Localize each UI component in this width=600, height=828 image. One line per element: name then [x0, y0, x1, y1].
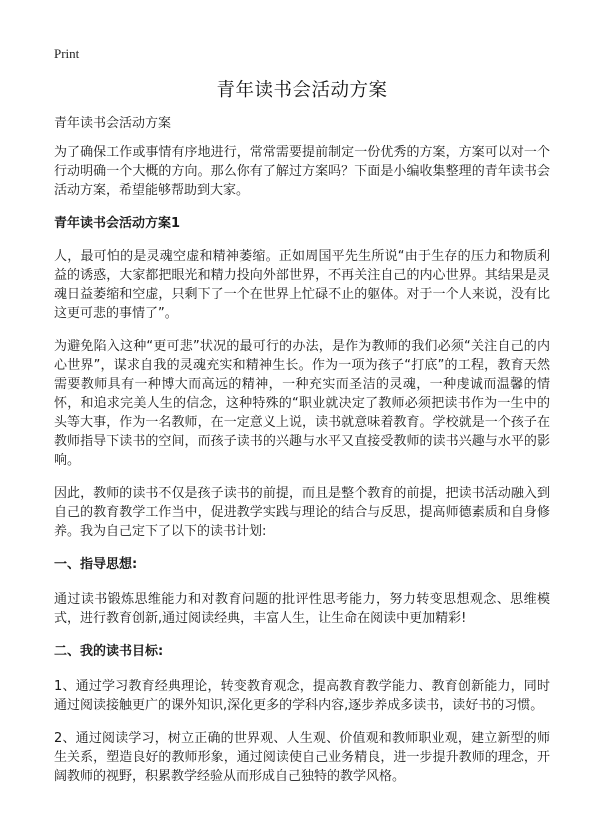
heading-reading-goals: 二、我的读书目标: — [54, 644, 164, 659]
goal-item-1: 1、通过学习教育经典理论，转变教育观念，提高教育教学能力、教育创新能力，同时通过阅读接触更广的课外知识,深化更多的学科内容,逐步养成多读书，读好书的习惯。 — [54, 679, 550, 713]
paragraph-guiding-thought: 通过读书锻炼思维能力和对教育问题的批评性思考能力，努力转变思想观念、思维模式，进行教育创新,通过阅读经典，丰富人生，让生命在阅读中更加精彩! — [54, 592, 550, 626]
heading-guiding-thought: 一、指导思想: — [54, 557, 138, 572]
intro-paragraph: 为了确保工作或事情有序地进行，常常需要提前制定一份优秀的方案，方案可以对一个行动明确一个大概的方向。那么你有了解过方案吗？下面是小编收集整理的青年读书会活动方案，希望能够帮助到大家。 — [54, 145, 550, 198]
print-link[interactable]: Print — [54, 46, 80, 61]
paragraph-3: 因此，教师的读书不仅是孩子读书的前提，而且是整个教育的前提，把读书活动融入到自己的教育教学工作当中，促进教学实践与理论的结合与反思，提高师德素质和自身修养。我为自己定下了以下的读书计划: — [54, 486, 550, 539]
goal-item-2: 2、通过阅读学习，树立正确的世界观、人生观、价值观和教师职业观，建立新型的师生关系，塑造良好的教师形象，通过阅读使自己业务精良，进一步提升教师的理念，开阔教师的视野，积累教学经验从而形成自己独特的教学风格。 — [54, 731, 550, 784]
paragraph-2: 为避免陷入这种“更可悲”状况的最可行的办法，是作为教师的我们必须“关注自己的内心世界”，谋求自我的灵魂充实和精神生长。作为一项为孩子“打底”的工程，教育天然需要教师具有一种博大而高远的精神，一种充实而圣洁的灵魂，一种虔诚而温馨的情怀，和追求完美人生的信念，这种特殊的“职业就决定了教师必须把读书作为一生中的头等大事，作为一名教师，在一定意义上说，读书就意味着教育。学校就是一个孩子在教师指导下读书的空间，而孩子读书的兴趣与水平又直接受教师的读书兴趣与水平的影响。 — [54, 339, 550, 468]
document-subtitle: 青年读书会活动方案 — [54, 116, 172, 131]
page-title: 青年读书会活动方案 — [216, 80, 388, 101]
paragraph-1: 人，最可怕的是灵魂空虚和精神萎缩。正如周国平先生所说“由于生存的压力和物质利益的诱惑，大家都把眼光和精力投向外部世界，不再关注自己的内心世界。其结果是灵魂日益萎缩和空虚，只剩下了一个在世界上忙碌不止的躯体。对于一个人来说，没有比这更可悲的事情了”。 — [54, 249, 550, 321]
section-heading-plan1: 青年读书会活动方案1 — [54, 216, 181, 231]
document-body — [54, 76, 550, 800]
